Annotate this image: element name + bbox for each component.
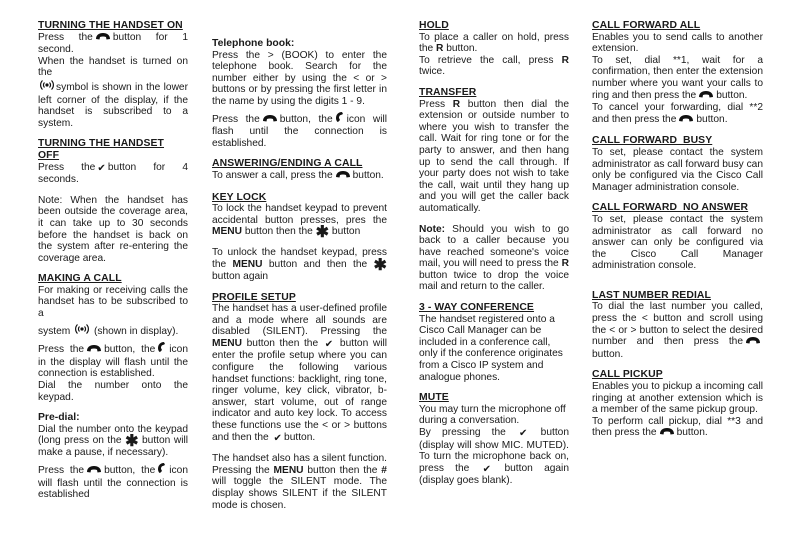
phonebook-press: Press the button, the icon will flash until the connection is established. [212,111,387,150]
section-redial [592,290,763,361]
heading-mute: MUTE [419,392,449,404]
check-icon: ✔ [324,338,334,350]
pickup-perform-text: To perform call pickup, dial **3 and then press the button. [592,415,763,439]
section-turning-off [38,138,188,264]
check-icon: ✔ [97,162,106,174]
heading-predial: Pre-dial: [38,412,80,424]
heading-turning-off: TURNING THE HANDSET OFF [38,138,165,161]
star-key-icon: ✱ [315,224,330,242]
forward-busy-text: To set, please contact the system administrator as call forward busy can only be configured via the Cisco Call Manager administration console. [592,146,763,193]
section-pickup [592,369,763,440]
keylock-unlock-text: To unlock the handset keypad, press the MENU button and then the ✱ button again [212,247,387,282]
transfer-note: Note: Should you wish to go back to a caller because you have reached someone's voice mail, you will need to press the R button twice to drop the voice mail and return to the caller. [419,223,569,293]
signal-icon [75,323,89,339]
heading-conference: 3 - WAY CONFERENCE [419,302,534,314]
making-call-dial: Dial the number onto the keypad. [38,380,188,403]
forward-all-text: Enables you to send calls to another extension. [592,31,763,55]
heading-making-call: MAKING A CALL [38,273,122,285]
signal-icon [40,79,54,95]
heading-profile: PROFILE SETUP [212,291,296,303]
section-transfer [419,87,569,293]
section-turning-on [38,20,188,129]
handset-icon [86,465,102,478]
making-call-text: For making or receiving calls the handset has to be subscribed to a [38,284,188,320]
handset-icon [95,32,111,45]
heading-transfer: TRANSFER [419,86,477,98]
answering-text: To answer a call, press the button. [212,169,384,181]
turning-on-text: Press the button for 1 second. [38,31,188,56]
hold-text: To place a caller on hold, press the R button. [419,31,569,55]
heading-pickup: CALL PICKUP [592,369,663,381]
heading-phonebook: Telephone book: [212,38,295,49]
pickup-text: Enables you to pickup a incoming call ringing at another extension which is a member of the same pickup group. [592,381,763,416]
section-forward-busy [592,135,763,193]
handset-icon [745,336,761,349]
profile-text: The handset has a user-defined profile and a mode where all sounds are disabled (SILENT). Pressing the MENU button then the ✔ button will enter the profile setup where you can configure the following various handset functions: backlight, ring tone, ringer volume, key click, vibrator, b-answer, start volume, out of range indicator and auto key lock. To access these functions use the < or > buttons and then the ✔ button. [212,303,387,444]
mute-text: You may turn the microphone off during a conversation. [419,403,566,427]
conference-text: The handset registered onto a Cisco Call Manager can be included in a conference call, only if the conference originates from a Cisco IP system and analogue phones. [419,313,563,383]
section-keylock [212,192,387,283]
section-forward-all [592,20,763,126]
section-mute [419,392,569,487]
making-call-system: system (shown in display). [38,323,188,339]
handset-icon [698,90,714,103]
star-key-icon: ✱ [125,433,139,451]
redial-text: To dial the last number you called, press the < button and scroll using the < or > button to select the desired number and then press thebutton. [592,301,763,360]
forward-all-set-text: To set, dial **1, wait for a confirmation, then enter the extension number where you want your calls to ring and then press the button. [592,54,763,101]
column-2 [212,38,387,520]
forward-noanswer-text: To set, please contact the system administrator as call forward no answer can only be configured via the Cisco Call Manager administration console. [592,213,763,272]
making-call-press: Press the button, the icon in the display will flash until the connection is established. [38,341,188,380]
section-predial [38,412,188,501]
column-4 [592,20,763,449]
mute-press-text: By pressing the ✔ button (display will show MIC. MUTED). To turn the microphone back on, press the ✔ button again (display goes blank). [419,427,569,487]
turning-on-signal-text: When the handset is turned on the symbol is shown in the lower left corner of the display, if the handset is subscribed to a system. [38,55,188,129]
section-forward-noanswer [592,202,763,272]
heading-forward-noanswer: CALL FORWARD_NO ANSWER [592,202,749,214]
heading-answering: ANSWERING/ENDING A CALL [212,158,363,170]
heading-keylock: KEY LOCK [212,191,267,203]
transfer-text: Press R button then dial the extension or outside number to where you wish to transfer the call. Wait for ring tone or for the party to answer, and then hang up to send the call through. If your party does not wish to take the call, wait until they hang up and you will get the caller back automatically. [419,98,569,214]
handset-icon [262,114,278,127]
ringing-icon [157,341,167,357]
column-1 [38,20,188,510]
column-3 [419,20,569,496]
forward-all-cancel-text: To cancel your forwarding, dial **2 and then press the button. [592,102,763,125]
heading-turning-on: TURNING THE HANDSET ON [38,20,183,31]
turning-off-note: Note: When the handset has been outside the coverage area, it can take up to 30 seconds before the handset is back on the system after re-entering the coverage area. [38,194,188,264]
predial-text: Dial the number onto the keypad (long press on the ✱ button will make a pause, if necessary). [38,423,188,459]
check-icon: ✔ [518,428,528,439]
section-profile [212,292,387,512]
profile-silent-text: The handset also has a silent function. Pressing the MENU button then the # will toggle the SILENT mode. The display shows SILENT if the SILENT mode is chosen. [212,453,387,511]
section-answering [212,158,387,182]
check-icon: ✔ [482,463,492,475]
check-icon: ✔ [273,432,283,444]
star-key-icon: ✱ [373,256,387,274]
section-conference [419,302,569,383]
heading-forward-all: CALL FORWARD ALL [592,20,701,31]
handset-icon [678,114,694,127]
section-hold [419,20,569,78]
ringing-icon [157,462,167,478]
handset-icon [335,170,351,183]
ringing-icon [335,111,345,127]
heading-forward-busy: CALL FORWARD_BUSY [592,135,713,147]
predial-press: Press the button, the icon will flash until the connection is established [38,462,188,501]
phonebook-text: Press the > (BOOK) to enter the telephone book. Search for the number either by using the < or > buttons or by pressing the first letter in the name by using the digits 1 - 9. [212,49,387,107]
section-making-call [38,273,188,403]
handset-icon [86,344,102,357]
section-phonebook [212,38,387,149]
turning-off-text: Press the ✔ button for 4 seconds. [38,161,188,186]
heading-redial: LAST NUMBER REDIAL [592,289,711,301]
heading-hold: HOLD [419,20,449,31]
hold-retrieve-text: To retrieve the call, press R twice. [419,54,569,78]
keylock-text: To lock the handset keypad to prevent accidental button presses, pres the MENU button then the ✱ button [212,203,387,242]
handset-icon [659,427,675,440]
